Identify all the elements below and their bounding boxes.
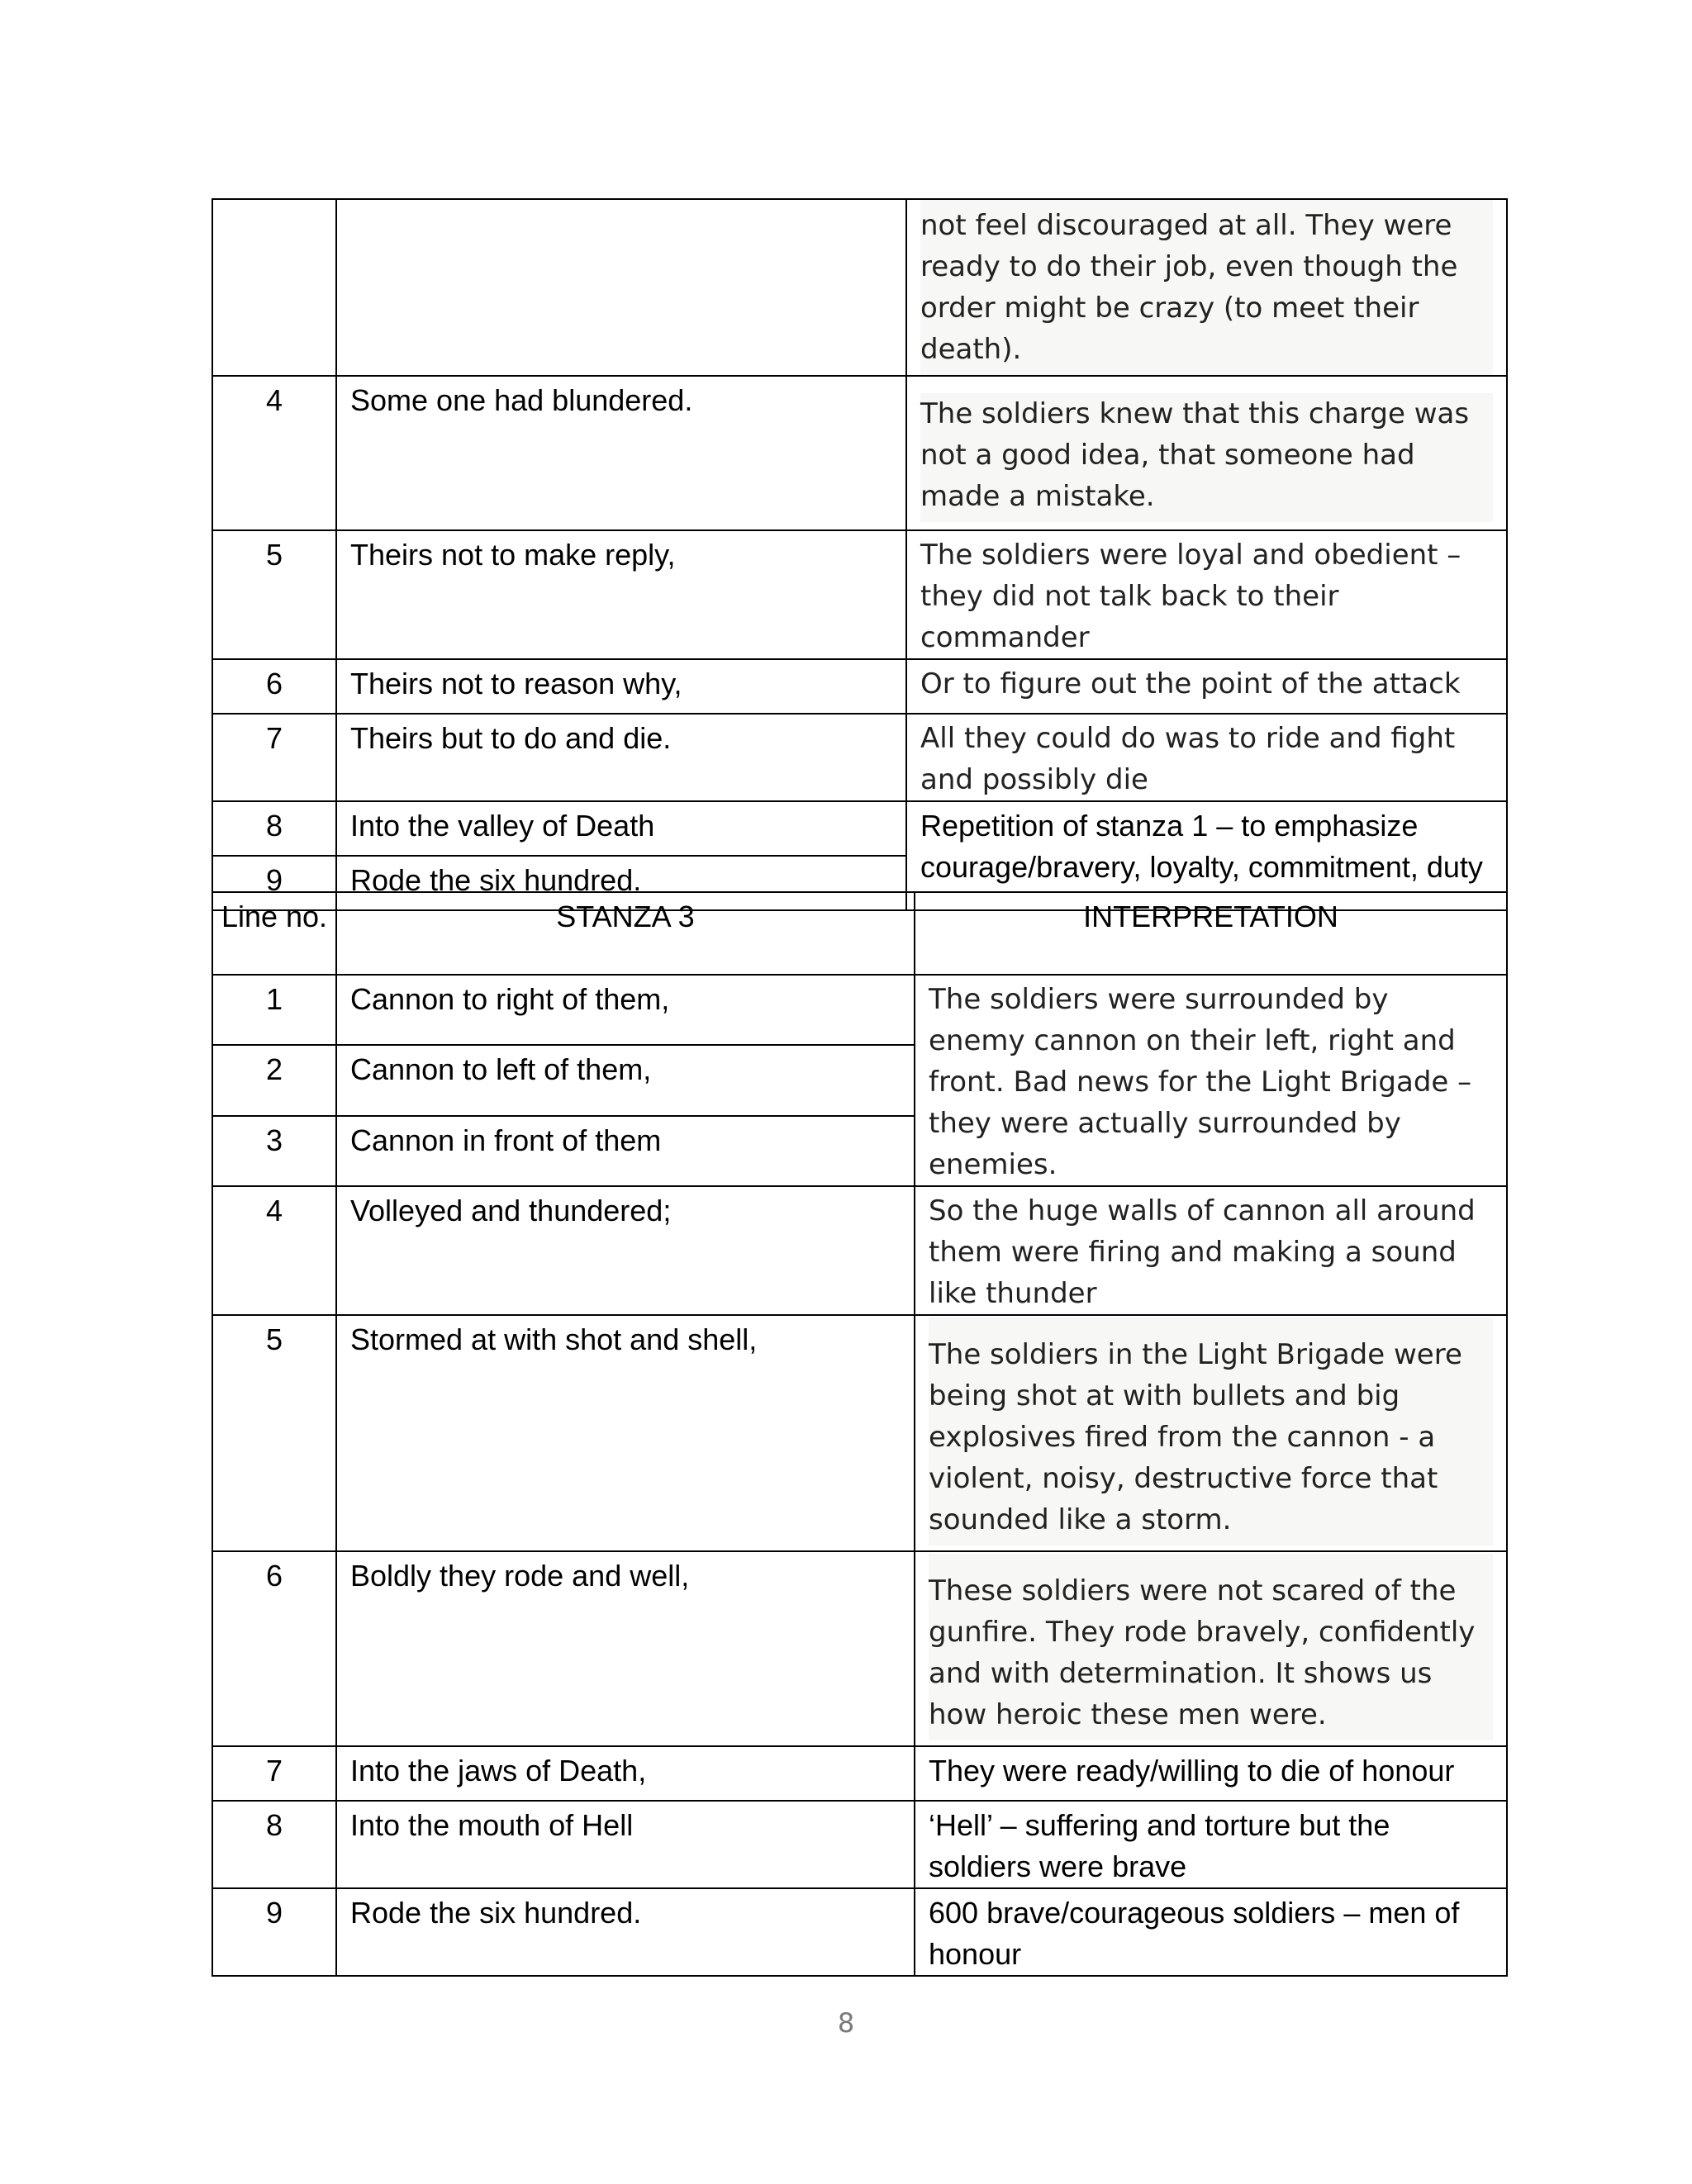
interpretation-cell: ‘Hell’ – suffering and torture but the soldiers were brave <box>915 1801 1507 1888</box>
poem-line-cell: Cannon to left of them, <box>336 1045 915 1115</box>
line-number-cell: 4 <box>212 376 336 530</box>
interpretation-cell <box>906 376 1507 530</box>
table-row <box>212 1551 1507 1746</box>
poem-line-cell: Into the mouth of Hell <box>336 1801 915 1888</box>
interpretation-cell: The soldiers were surrounded by enemy cannon on their left, right and front. Bad news for the Light Brigade – they were actually surrounded by enemies. <box>915 975 1507 1186</box>
interpretation-cell: The soldiers were loyal and obedient – they did not talk back to their commander <box>906 530 1507 659</box>
table-row <box>212 659 1507 714</box>
interpretation-cell: They were ready/willing to die of honour <box>915 1746 1507 1801</box>
interpretation-text: The soldiers knew that this charge was not a good idea, that someone had made a mistake. <box>920 393 1493 522</box>
table-row <box>212 1746 1507 1801</box>
poem-line-cell: Cannon in front of them <box>336 1116 915 1186</box>
poem-line-cell: Boldly they rode and well, <box>336 1551 915 1746</box>
interpretation-text: not feel discouraged at all. They were ready to do their job, even though the order might be crazy (to meet their death). <box>920 200 1493 375</box>
line-number-cell: 8 <box>212 801 336 856</box>
table-row <box>212 714 1507 801</box>
table-row <box>212 1888 1507 1976</box>
poem-line-cell: Into the valley of Death <box>336 801 906 856</box>
table-row <box>212 975 1507 1045</box>
interpretation-cell <box>906 199 1507 376</box>
interpretation-cell: Repetition of stanza 1 – to emphasize courage/bravery, loyalty, commitment, duty <box>906 801 1507 910</box>
line-number-cell: 7 <box>212 714 336 801</box>
line-number-cell: 2 <box>212 1045 336 1115</box>
poem-line-cell: Rode the six hundred. <box>336 856 906 910</box>
header-line-no: Line no. <box>212 892 336 975</box>
table-row <box>212 1801 1507 1888</box>
line-number-cell: 1 <box>212 975 336 1045</box>
poem-line-cell: Into the jaws of Death, <box>336 1746 915 1801</box>
table-header-row <box>212 892 1507 975</box>
poem-line-cell: Stormed at with shot and shell, <box>336 1315 915 1551</box>
poem-line-cell: Some one had blundered. <box>336 376 906 530</box>
table-row <box>212 1315 1507 1551</box>
interpretation-text: These soldiers were not scared of the gunfire. They rode bravely, confidently and with determination. It shows us how heroic these men were. <box>929 1554 1493 1740</box>
poem-line-cell: Volleyed and thundered; <box>336 1186 915 1315</box>
line-number-cell: 9 <box>212 856 336 910</box>
line-number-cell: 7 <box>212 1746 336 1801</box>
table-row <box>212 530 1507 659</box>
interpretation-cell <box>915 1315 1507 1551</box>
line-number-cell <box>212 199 336 376</box>
header-stanza: STANZA 3 <box>336 892 915 975</box>
interpretation-cell: 600 brave/courageous soldiers – men of honour <box>915 1888 1507 1976</box>
poem-line-cell <box>336 199 906 376</box>
table-row <box>212 199 1507 376</box>
line-number-cell: 6 <box>212 1551 336 1746</box>
stanza-3-table <box>212 891 1508 1977</box>
line-number-cell: 8 <box>212 1801 336 1888</box>
interpretation-cell: Or to figure out the point of the attack <box>906 659 1507 714</box>
interpretation-cell: So the huge walls of cannon all around them were firing and making a sound like thunder <box>915 1186 1507 1315</box>
table-row <box>212 376 1507 530</box>
line-number-cell: 9 <box>212 1888 336 1976</box>
poem-line-cell: Cannon to right of them, <box>336 975 915 1045</box>
page-number: 8 <box>837 2007 855 2039</box>
line-number-cell: 5 <box>212 1315 336 1551</box>
interpretation-cell: All they could do was to ride and fight and possibly die <box>906 714 1507 801</box>
line-number-cell: 5 <box>212 530 336 659</box>
poem-line-cell: Rode the six hundred. <box>336 1888 915 1976</box>
poem-line-cell: Theirs not to reason why, <box>336 659 906 714</box>
stanza-2-continuation-table <box>212 198 1508 911</box>
table-row <box>212 801 1507 856</box>
line-number-cell: 6 <box>212 659 336 714</box>
poem-line-cell: Theirs not to make reply, <box>336 530 906 659</box>
interpretation-text: The soldiers in the Light Brigade were being shot at with bullets and big explosives fired from the cannon - a violent, noisy, destructive force that sounded like a storm. <box>929 1318 1493 1545</box>
header-interpretation: INTERPRETATION <box>915 892 1507 975</box>
interpretation-cell <box>915 1551 1507 1746</box>
poem-line-cell: Theirs but to do and die. <box>336 714 906 801</box>
table-row <box>212 1186 1507 1315</box>
line-number-cell: 4 <box>212 1186 336 1315</box>
line-number-cell: 3 <box>212 1116 336 1186</box>
